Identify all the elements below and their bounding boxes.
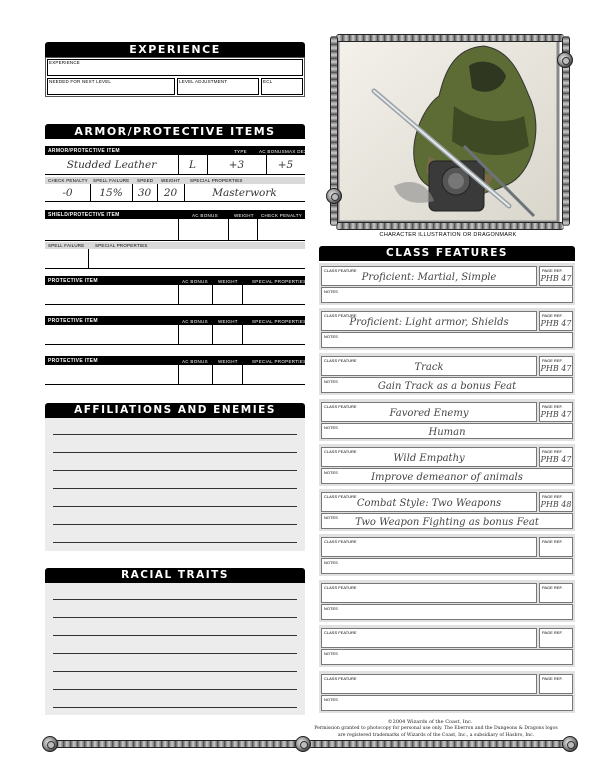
class-feature-row	[319, 399, 575, 441]
page-ref-label: PAGE REF.	[542, 313, 563, 318]
class-feature-page-field[interactable]	[539, 492, 573, 512]
class-feature-name: Favored Enemy	[389, 408, 469, 419]
class-feature-notes-field[interactable]	[321, 695, 573, 711]
class-feature-label: CLASS FEATURE	[324, 630, 357, 635]
armor-ac-bonus-label: AC BONUS	[259, 148, 285, 154]
class-feature-name-field[interactable]	[321, 356, 537, 376]
protective-item-2-label: PROTECTIVE ITEM	[48, 318, 98, 324]
page-ref-label: PAGE REF.	[542, 585, 563, 590]
notes-label: NOTES	[324, 560, 338, 565]
illustration-frame-bottom	[336, 222, 564, 230]
weight-value[interactable]: 20	[163, 187, 178, 199]
armor-header: ARMOR/PROTECTIVE ITEMS	[45, 124, 305, 139]
class-feature-name-field[interactable]	[321, 628, 537, 648]
class-feature-page: PHB 47	[540, 319, 572, 328]
protective-item-2-row[interactable]	[45, 325, 305, 345]
class-feature-name-field[interactable]	[321, 537, 537, 557]
class-feature-label: CLASS FEATURE	[324, 585, 357, 590]
notes-label: NOTES	[324, 379, 338, 384]
class-feature-notes-field[interactable]	[321, 287, 573, 303]
armor-column-header	[45, 146, 308, 155]
footer-trademark: are registered trademarks of Wizards of the Coast, Inc., a subsidiary of Hasbro, Inc.	[337, 733, 535, 738]
protective-item-3-row[interactable]	[45, 365, 305, 385]
class-feature-page: PHB 47	[540, 455, 572, 464]
racial-traits-lines[interactable]	[45, 583, 305, 715]
page-ref-label: PAGE REF.	[542, 404, 563, 409]
class-feature-name: Proficient: Martial, Simple	[361, 272, 497, 283]
protective-item-2-weight-label: WEIGHT	[218, 318, 238, 324]
weight-label: WEIGHT	[161, 178, 181, 183]
footer-copyright: ©2004 Wizards of the Coast, Inc.	[387, 719, 473, 725]
class-feature-notes: Gain Track as a bonus Feat	[377, 381, 517, 392]
notes-label: NOTES	[324, 515, 338, 520]
armor-type-label: TYPE	[234, 148, 247, 154]
page-ref-label: PAGE REF.	[542, 539, 563, 544]
class-feature-name-field[interactable]	[321, 311, 537, 331]
protective-item-1-special-label: SPECIAL PROPERTIES	[252, 278, 307, 284]
class-feature-notes-field[interactable]	[321, 604, 573, 620]
class-feature-row	[319, 353, 575, 395]
class-feature-page: PHB 47	[540, 274, 572, 283]
class-feature-name: Proficient: Light armor, Shields	[349, 317, 509, 328]
notes-label: NOTES	[324, 470, 338, 475]
protective-item-2-header	[45, 316, 305, 325]
experience-label: EXPERIENCE	[49, 60, 81, 65]
notes-label: NOTES	[324, 651, 338, 656]
armor-type-value[interactable]: L	[189, 159, 196, 171]
class-feature-name-field[interactable]	[321, 492, 537, 512]
class-feature-page-field[interactable]	[539, 674, 573, 694]
class-feature-row	[319, 263, 575, 305]
class-feature-page-field[interactable]	[539, 356, 573, 376]
class-feature-page-field[interactable]	[539, 628, 573, 648]
class-feature-notes: Human	[428, 427, 466, 438]
protective-item-1-header	[45, 276, 305, 285]
class-feature-notes: Improve demeanor of animals	[371, 472, 523, 483]
armor-max-dex-value[interactable]: +5	[277, 159, 294, 171]
rogue-illustration-image	[334, 36, 562, 226]
class-feature-row	[319, 444, 575, 486]
speed-label: SPEED	[137, 178, 154, 183]
class-feature-row	[319, 671, 575, 713]
class-feature-notes: Two Weapon Fighting as bonus Feat	[355, 517, 539, 528]
class-feature-notes-field[interactable]	[321, 377, 573, 393]
class-feature-label: CLASS FEATURE	[324, 494, 357, 499]
class-feature-page: PHB 47	[540, 364, 572, 373]
speed-value[interactable]: 30	[137, 187, 152, 199]
class-feature-notes-field[interactable]	[321, 423, 573, 439]
class-feature-row	[319, 534, 575, 576]
protective-item-1-ac-label: AC BONUS	[182, 278, 208, 284]
experience-field[interactable]	[47, 59, 303, 76]
class-feature-page: PHB 48	[540, 500, 572, 509]
class-feature-name-field[interactable]	[321, 583, 537, 603]
shield-item-row[interactable]	[45, 219, 305, 241]
class-features-header: CLASS FEATURES	[319, 246, 575, 261]
frame-bolt-left-icon	[326, 188, 342, 204]
armor-max-dex-label: MAX DEX	[285, 148, 308, 154]
class-feature-row	[319, 308, 575, 350]
protective-item-3-label: PROTECTIVE ITEM	[48, 358, 98, 364]
shield-special-label: SPECIAL PROPERTIES	[95, 243, 148, 248]
class-feature-name-field[interactable]	[321, 447, 537, 467]
class-feature-notes-field[interactable]	[321, 332, 573, 348]
page-ref-label: PAGE REF.	[542, 494, 563, 499]
experience-header: EXPERIENCE	[45, 42, 305, 57]
protective-item-3-special-label: SPECIAL PROPERTIES	[252, 358, 307, 364]
class-feature-label: CLASS FEATURE	[324, 268, 357, 273]
class-feature-page-field[interactable]	[539, 537, 573, 557]
class-feature-row	[319, 580, 575, 622]
class-feature-notes-field[interactable]	[321, 558, 573, 574]
footer-bolt-left-icon	[42, 736, 58, 752]
ecl-label: ECL	[263, 79, 273, 84]
class-feature-label: CLASS FEATURE	[324, 449, 357, 454]
racial-traits-header: RACIAL TRAITS	[45, 568, 305, 583]
frame-bolt-top-right-icon	[557, 52, 573, 68]
protective-item-2-ac-label: AC BONUS	[182, 318, 208, 324]
footer-permission: Permission granted to photocopy for personal use only. The Eberron and the Dungeons & Dragons logos	[314, 726, 558, 731]
protective-item-1-row[interactable]	[45, 285, 305, 305]
class-feature-page-field[interactable]	[539, 311, 573, 331]
class-feature-notes-field[interactable]	[321, 468, 573, 484]
footer-bolt-center-icon	[295, 736, 311, 752]
page-ref-label: PAGE REF.	[542, 630, 563, 635]
shield-column-header	[45, 210, 305, 219]
class-feature-name: Wild Empathy	[393, 453, 465, 464]
class-feature-name-field[interactable]	[321, 402, 537, 422]
page-ref-label: PAGE REF.	[542, 449, 563, 454]
protective-item-3-header	[45, 356, 305, 365]
shield-ac-bonus-label: AC BONUS	[192, 212, 218, 218]
protective-item-1-label: PROTECTIVE ITEM	[48, 278, 98, 284]
protective-item-2-special-label: SPECIAL PROPERTIES	[252, 318, 307, 324]
class-feature-label: CLASS FEATURE	[324, 313, 357, 318]
notes-label: NOTES	[324, 425, 338, 430]
protective-item-3-weight-label: WEIGHT	[218, 358, 238, 364]
page-ref-label: PAGE REF.	[542, 358, 563, 363]
armor-item-value[interactable]: Studded Leather	[66, 159, 157, 171]
page-ref-label: PAGE REF.	[542, 268, 563, 273]
notes-label: NOTES	[324, 334, 338, 339]
affiliations-header: AFFILIATIONS AND ENEMIES	[45, 403, 305, 418]
footer-bolt-right-icon	[562, 736, 578, 752]
class-feature-notes-field[interactable]	[321, 513, 573, 529]
shield-second-row[interactable]	[45, 249, 305, 269]
shield-check-penalty-label: CHECK PENALTY	[261, 212, 303, 218]
class-feature-page-field[interactable]	[539, 447, 573, 467]
illustration-frame-top	[336, 34, 564, 42]
notes-label: NOTES	[324, 606, 338, 611]
illustration-caption: CHARACTER ILLUSTRATION OR DRAGONMARK	[379, 232, 517, 238]
class-feature-label: CLASS FEATURE	[324, 358, 357, 363]
check-penalty-value[interactable]: -0	[62, 187, 73, 199]
class-feature-name: Combat Style: Two Weapons	[356, 498, 502, 509]
class-feature-row	[319, 625, 575, 667]
check-penalty-label: CHECK PENALTY	[48, 178, 88, 183]
class-feature-page-field[interactable]	[539, 402, 573, 422]
spell-failure-value[interactable]: 15%	[99, 187, 123, 199]
class-feature-label: CLASS FEATURE	[324, 676, 357, 681]
shield-item-label: SHIELD/PROTECTIVE ITEM	[48, 212, 120, 218]
character-illustration	[334, 36, 562, 226]
footer-chain-right	[308, 740, 568, 748]
class-feature-name: Track	[414, 362, 444, 373]
spell-failure-label: SPELL FAILURE	[93, 178, 130, 183]
special-properties-value[interactable]: Masterwork	[212, 187, 277, 199]
notes-label: NOTES	[324, 289, 338, 294]
class-feature-label: CLASS FEATURE	[324, 539, 357, 544]
protective-item-3-ac-label: AC BONUS	[182, 358, 208, 364]
class-feature-name-field[interactable]	[321, 266, 537, 286]
needed-next-level-label: NEEDED FOR NEXT LEVEL	[49, 79, 112, 84]
class-feature-name-field[interactable]	[321, 674, 537, 694]
level-adjustment-label: LEVEL ADJUSTMENT	[179, 79, 228, 84]
footer-chain-left	[50, 740, 300, 748]
protective-item-1-weight-label: WEIGHT	[218, 278, 238, 284]
class-feature-page-field[interactable]	[539, 266, 573, 286]
armor-ac-bonus-value[interactable]: +3	[228, 159, 245, 171]
affiliations-lines[interactable]	[45, 418, 305, 551]
notes-label: NOTES	[324, 697, 338, 702]
shield-weight-label: WEIGHT	[234, 212, 254, 218]
armor-item-label: ARMOR/PROTECTIVE ITEM	[48, 148, 120, 154]
class-feature-page: PHB 47	[540, 410, 572, 419]
class-feature-page-field[interactable]	[539, 583, 573, 603]
class-feature-label: CLASS FEATURE	[324, 404, 357, 409]
shield-spell-failure-label: SPELL FAILURE	[48, 243, 85, 248]
special-properties-label: SPECIAL PROPERTIES	[190, 178, 243, 183]
class-feature-row	[319, 489, 575, 531]
page-ref-label: PAGE REF.	[542, 676, 563, 681]
class-feature-notes-field[interactable]	[321, 649, 573, 665]
